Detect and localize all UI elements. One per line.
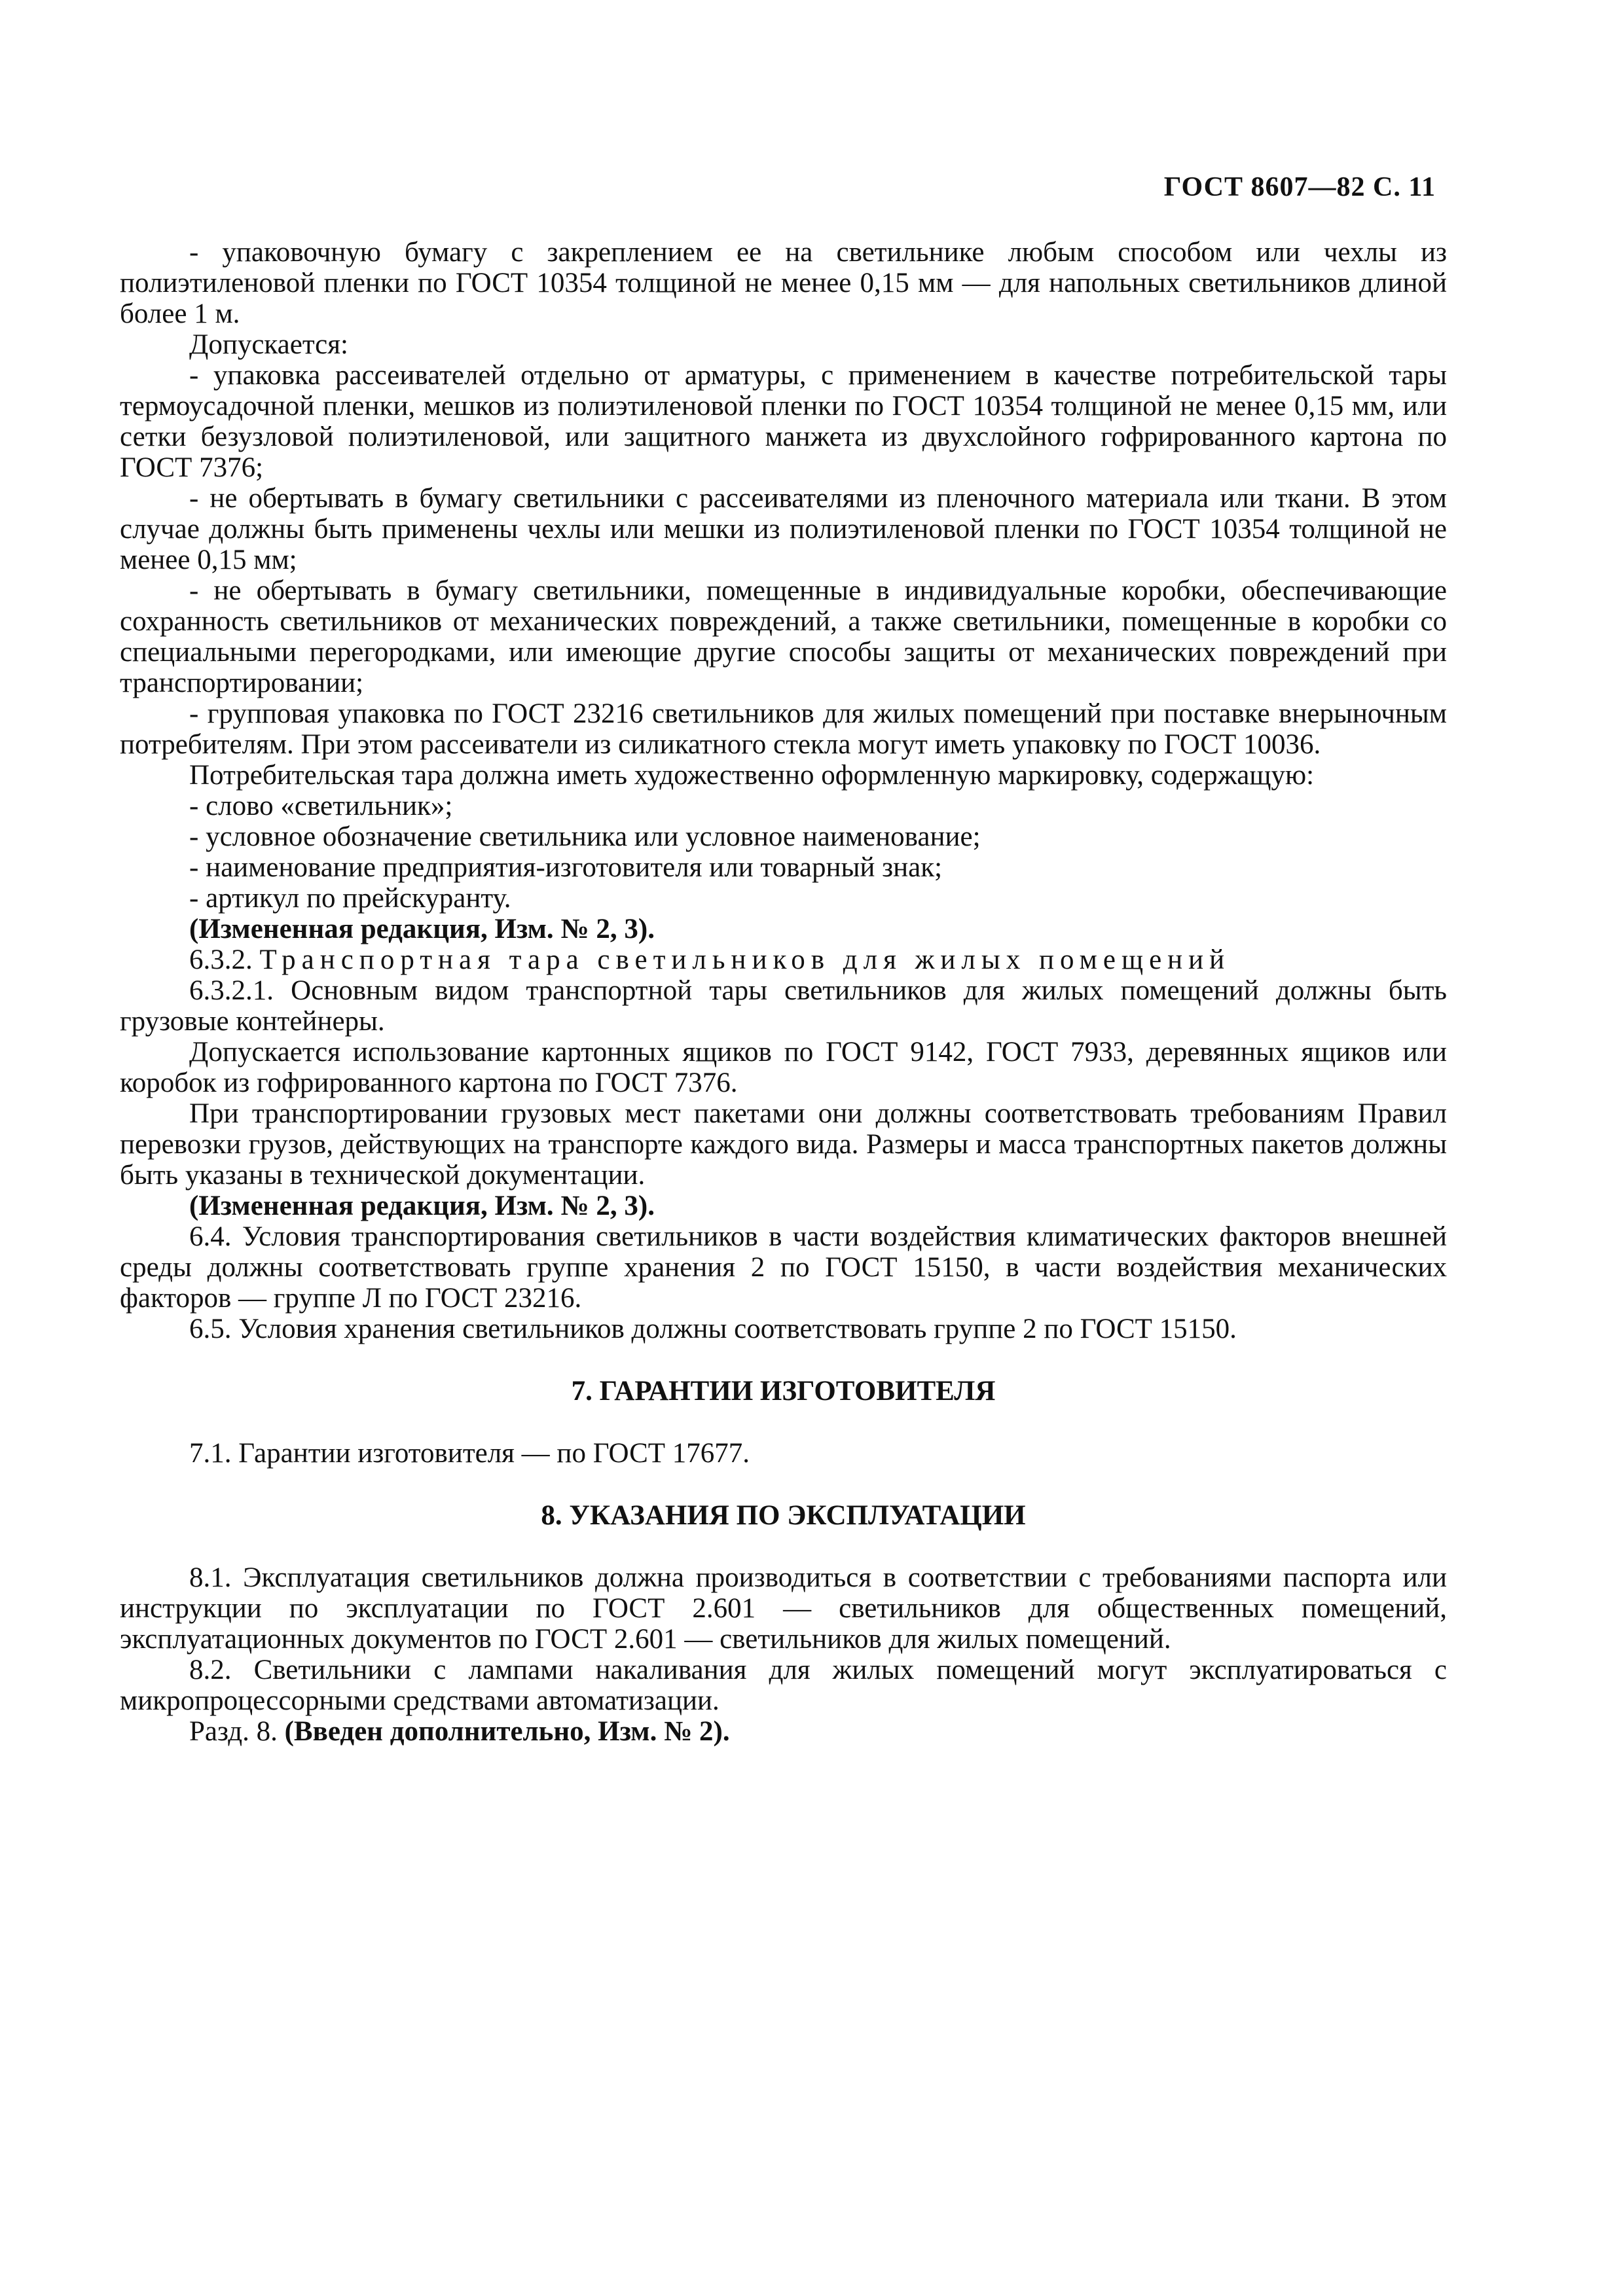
- paragraph: - не обертывать в бумагу светильники, помещенные в индивидуальные коробки, обеспечивающие сохранность светильников от механических повреждений, а также светильники, помещенные в коробки со специальными перегородками, или имеющие другие способы защиты от механических повреждений при транспортировании;: [120, 575, 1447, 698]
- paragraph: Допускается:: [189, 329, 348, 360]
- list-item: - артикул по прейскуранту.: [189, 883, 511, 914]
- paragraph: - упаковочную бумагу с закреплением ее на светильнике любым способом или чехлы из полиэтиленовой пленки по ГОСТ 10354 толщиной не менее 0,15 мм — для напольных светильников длиной более 1 м.: [120, 237, 1447, 329]
- section-heading: 7. ГАРАНТИИ ИЗГОТОВИТЕЛЯ: [571, 1376, 996, 1407]
- subsection-title-text: Транспортная тара светильников для жилых помещений: [259, 944, 1231, 975]
- paragraph: 6.3.2.1. Основным видом транспортной тары светильников для жилых помещений должны быть грузовые контейнеры.: [120, 975, 1447, 1037]
- amendment-note: (Измененная редакция, Изм. № 2, 3).: [189, 1191, 655, 1221]
- list-item: - наименование предприятия-изготовителя или товарный знак;: [189, 852, 943, 883]
- section-heading: 8. УКАЗАНИЯ ПО ЭКСПЛУАТАЦИИ: [541, 1500, 1026, 1531]
- body-text: [120, 237, 1447, 1747]
- paragraph: - не обертывать в бумагу светильники с рассеивателями из пленочного материала или ткани. В этом случае должны быть применены чехлы или мешки из полиэтиленовой пленки по ГОСТ 10354 толщиной не менее 0,15 мм;: [120, 483, 1447, 575]
- paragraph: 8.2. Светильники с лампами накаливания для жилых помещений могут эксплуатироваться с микропроцессорными средствами автоматизации.: [120, 1655, 1447, 1716]
- paragraph: Допускается использование картонных ящиков по ГОСТ 9142, ГОСТ 7933, деревянных ящиков или коробок из гофрированного картона по ГОСТ 7376.: [120, 1037, 1447, 1098]
- amendment-note: (Введен дополнительно, Изм. № 2).: [284, 1716, 730, 1747]
- paragraph: 6.5. Условия хранения светильников должны соответствовать группе 2 по ГОСТ 15150.: [189, 1314, 1237, 1344]
- amendment-note: (Измененная редакция, Изм. № 2, 3).: [189, 914, 655, 944]
- paragraph: 8.1. Эксплуатация светильников должна производиться в соответствии с требованиями паспорта или инструкции по эксплуатации по ГОСТ 2.601 — светильников для общественных помещений, эксплуатационных документов по ГОСТ 2.601 — светильников для жилых помещений.: [120, 1562, 1447, 1655]
- paragraph: Потребительская тара должна иметь художественно оформленную маркировку, содержащую:: [189, 760, 1315, 791]
- paragraph: - упаковка рассеивателей отдельно от арматуры, с применением в качестве потребительской тары термоусадочной пленки, мешков из полиэтиленовой пленки по ГОСТ 10354 толщиной не менее 0,15 мм, или сетки безузловой полиэтиленовой, или защитного манжета из двухслойного гофрированного картона по ГОСТ 7376;: [120, 360, 1447, 483]
- paragraph: 7.1. Гарантии изготовителя — по ГОСТ 17677.: [189, 1438, 750, 1469]
- paragraph: - групповая упаковка по ГОСТ 23216 светильников для жилых помещений при поставке внерыночным потребителям. При этом рассеиватели из силикатного стекла могут иметь упаковку по ГОСТ 10036.: [120, 698, 1447, 760]
- paragraph: [120, 1716, 1447, 1747]
- paragraph: При транспортировании грузовых мест пакетами они должны соответствовать требованиям Правил перевозки грузов, действующих на транспорте каждого вида. Размеры и масса транспортных пакетов должны быть указаны в технической документации.: [120, 1098, 1447, 1191]
- list-item: - слово «светильник»;: [189, 791, 453, 821]
- subsection-title: [120, 944, 1447, 975]
- subsection-number: 6.3.2.: [189, 944, 253, 975]
- section-reference: Разд. 8.: [189, 1716, 278, 1747]
- paragraph: 6.4. Условия транспортирования светильников в части воздействия климатических факторов внешней среды должны соответствовать группе хранения 2 по ГОСТ 15150, в части воздействия механических факторов — группе Л по ГОСТ 23216.: [120, 1221, 1447, 1314]
- list-item: - условное обозначение светильника или условное наименование;: [189, 821, 981, 852]
- running-head: ГОСТ 8607—82 С. 11: [1163, 172, 1436, 202]
